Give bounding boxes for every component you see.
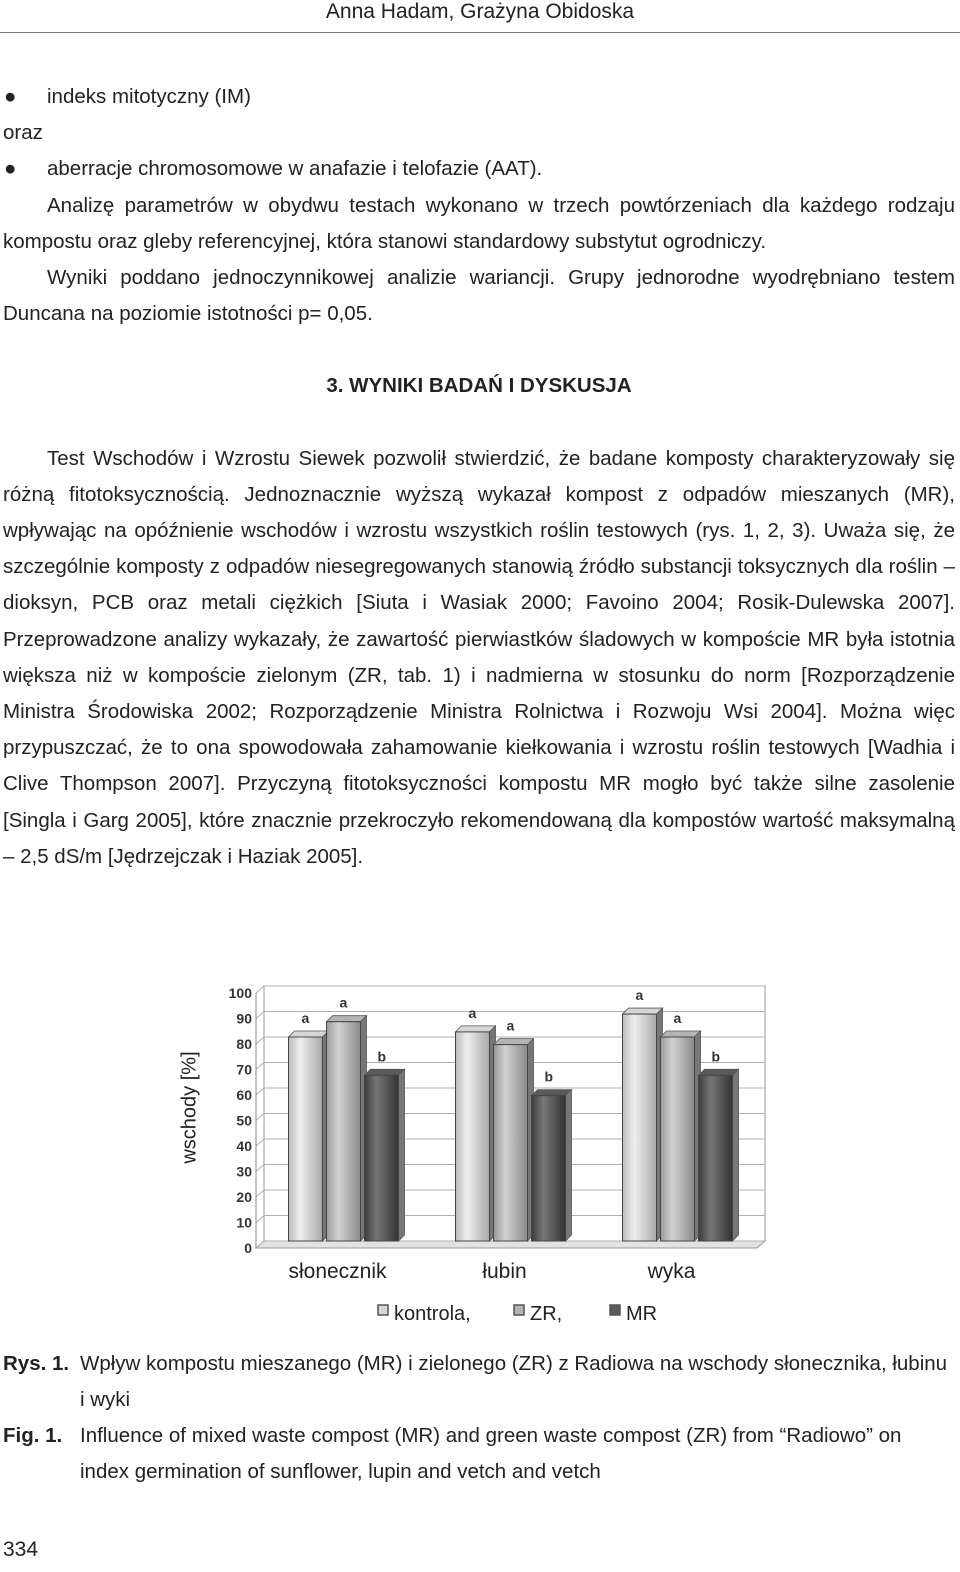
- plot-area: [229, 985, 765, 1325]
- bar-top: [456, 1026, 496, 1032]
- bar-top: [699, 1069, 739, 1075]
- y-tick-label: 100: [228, 985, 252, 1001]
- gridline-3d: [256, 986, 264, 993]
- caption-label: Rys. 1.: [3, 1352, 70, 1375]
- bar-significance-label: a: [506, 1017, 515, 1034]
- bar-significance-label: a: [339, 994, 348, 1011]
- bar-significance-label: a: [635, 987, 644, 1004]
- bar-chart: [180, 968, 780, 1338]
- bar-significance-label: a: [301, 1010, 310, 1026]
- list-item: [3, 151, 955, 187]
- legend-swatch: [514, 1305, 524, 1315]
- gridline-3d: [256, 1216, 264, 1223]
- bar-top: [327, 1016, 367, 1022]
- caption-text: Influence of mixed waste compost (MR) and green waste compost (ZR) from “Radiowo” on index germination of sunflower, lupin and vetch and vetch: [80, 1424, 902, 1483]
- y-tick-label: 60: [236, 1087, 252, 1103]
- paragraph: Test Wschodów i Wzrostu Siewek pozwolił stwierdzić, że badane komposty charakteryzowały się różną fitotoksycznością. Jednoznacznie wyższą wykazał kompost z odpadów mieszanych (MR), wpływając na opóźnienie wschodów i wzrostu wszystkich roślin testowych (rys. 1, 2, 3). Uważa się, że szczególnie komposty z odpadów niesegregowanych stanowią źródło substancji toksycznych dla roślin – dioksyn, PCB oraz metali ciężkich [Siuta i Wasiak 2000; Favoino 2004; Rosik-Dulewska 2007]. Przeprowadzone analizy wykazały, że zawartość pierwiastków śladowych w kompoście MR była istotnia większa niż w kompoście zielonym (ZR, tab. 1) i nadmierna w stosunku do norm [Rozporządzenie Ministra Środowiska 2002; Rozporządzenie Ministra Rolnictwa i Rozwoju Wsi 2004]. Można więc przypuszczać, że to ona spowodowała zahamowanie kiełkowania i wzrostu roślin testowych [Wadhia i Clive Thompson 2007]. Przyczyną fitotoksyczności kompostu MR mogło być także silne zasolenie [Singla i Garg 2005], które znacznie przekroczyło rekomendowaną dla kompostów wartość maksymalną – 2,5 dS/m [Jędrzejczak i Haziak 2005].: [3, 446, 955, 868]
- bar-significance-label: b: [711, 1048, 721, 1065]
- y-tick-label: 10: [236, 1214, 252, 1231]
- paragraph: Analizę parametrów w obydwu testach wykonano w trzech powtórzeniach dla każdego rodzaju kompostu oraz gleby referencyjnej, która stanowi standardowy substytut ogrodniczy.: [3, 193, 955, 253]
- bar: [532, 1096, 566, 1241]
- list-item: [3, 79, 955, 115]
- bar: [661, 1037, 695, 1241]
- bullet-icon: ●: [4, 157, 17, 181]
- page-number: 334: [3, 1538, 39, 1561]
- bar-top: [289, 1031, 329, 1037]
- y-tick-label: 70: [236, 1061, 252, 1078]
- bar-side: [566, 1090, 572, 1241]
- conjunction: oraz: [3, 121, 43, 145]
- body-text: [3, 79, 955, 875]
- gridline-3d: [256, 1037, 264, 1044]
- gridline-3d: [256, 1012, 264, 1019]
- y-tick-label: 50: [236, 1112, 252, 1129]
- header-rule: [0, 32, 960, 33]
- bar-significance-label: a: [673, 1010, 682, 1026]
- bar-top: [661, 1031, 701, 1037]
- x-tick-label: wyka: [647, 1260, 696, 1283]
- legend-label: ZR,: [530, 1303, 563, 1325]
- bar: [456, 1032, 490, 1241]
- bar-significance-label: b: [377, 1048, 387, 1065]
- bar-top: [365, 1069, 405, 1075]
- y-tick-label: 20: [236, 1189, 252, 1205]
- bar-top: [494, 1039, 534, 1045]
- x-tick-label: łubin: [482, 1260, 527, 1283]
- bullet-icon: ●: [4, 85, 17, 108]
- bar-side: [733, 1069, 739, 1241]
- list-item-text: aberracje chromosomowe w anafazie i telofazie (AAT).: [47, 157, 543, 181]
- y-tick-label: 30: [236, 1163, 252, 1180]
- x-tick-label: słonecznik: [288, 1260, 387, 1283]
- gridline-3d: [256, 1190, 264, 1197]
- plot-floor: [256, 1241, 765, 1248]
- gridline-3d: [256, 1165, 264, 1172]
- y-axis-label: wschody [%]: [178, 1051, 201, 1164]
- figure-caption-pl: [3, 1346, 955, 1418]
- bar: [365, 1075, 399, 1241]
- gridline-3d: [256, 1088, 264, 1095]
- bar-top: [623, 1008, 663, 1014]
- bar: [327, 1022, 361, 1241]
- legend-label: kontrola,: [394, 1303, 471, 1325]
- y-tick-label: 0: [244, 1240, 252, 1256]
- y-tick-label: 80: [236, 1036, 252, 1052]
- bar: [494, 1045, 528, 1241]
- bar: [699, 1075, 733, 1241]
- paragraph: Wyniki poddano jednoczynnikowej analizie wariancji. Grupy jednorodne wyodrębniano testem Duncana na poziomie istotności p= 0,05.: [3, 266, 955, 326]
- caption-label: Fig. 1.: [3, 1424, 63, 1447]
- gridline-3d: [256, 1114, 264, 1121]
- list-item-text: indeks mitotyczny (IM): [47, 85, 251, 108]
- bar: [289, 1037, 323, 1241]
- bar-side: [399, 1069, 405, 1241]
- bar-significance-label: a: [468, 1004, 477, 1021]
- running-head: Anna Hadam, Grażyna Obidoska: [325, 0, 635, 23]
- bar: [623, 1014, 657, 1241]
- gridline-3d: [256, 1063, 264, 1070]
- y-tick-label: 90: [236, 1010, 252, 1027]
- figure-caption-en: [3, 1418, 955, 1490]
- bar-significance-label: b: [544, 1068, 554, 1085]
- caption-text: Wpływ kompostu mieszanego (MR) i zielonego (ZR) z Radiowa na wschody słonecznika, łubinu i wyki: [80, 1352, 948, 1411]
- bar-top: [532, 1090, 572, 1096]
- legend-label: MR: [626, 1303, 658, 1325]
- legend-swatch: [610, 1305, 620, 1315]
- gridline-3d: [256, 1139, 264, 1146]
- section-heading: 3. WYNIKI BADAŃ I DYSKUSJA: [326, 374, 632, 398]
- legend-swatch: [378, 1305, 388, 1315]
- y-tick-label: 40: [236, 1138, 252, 1154]
